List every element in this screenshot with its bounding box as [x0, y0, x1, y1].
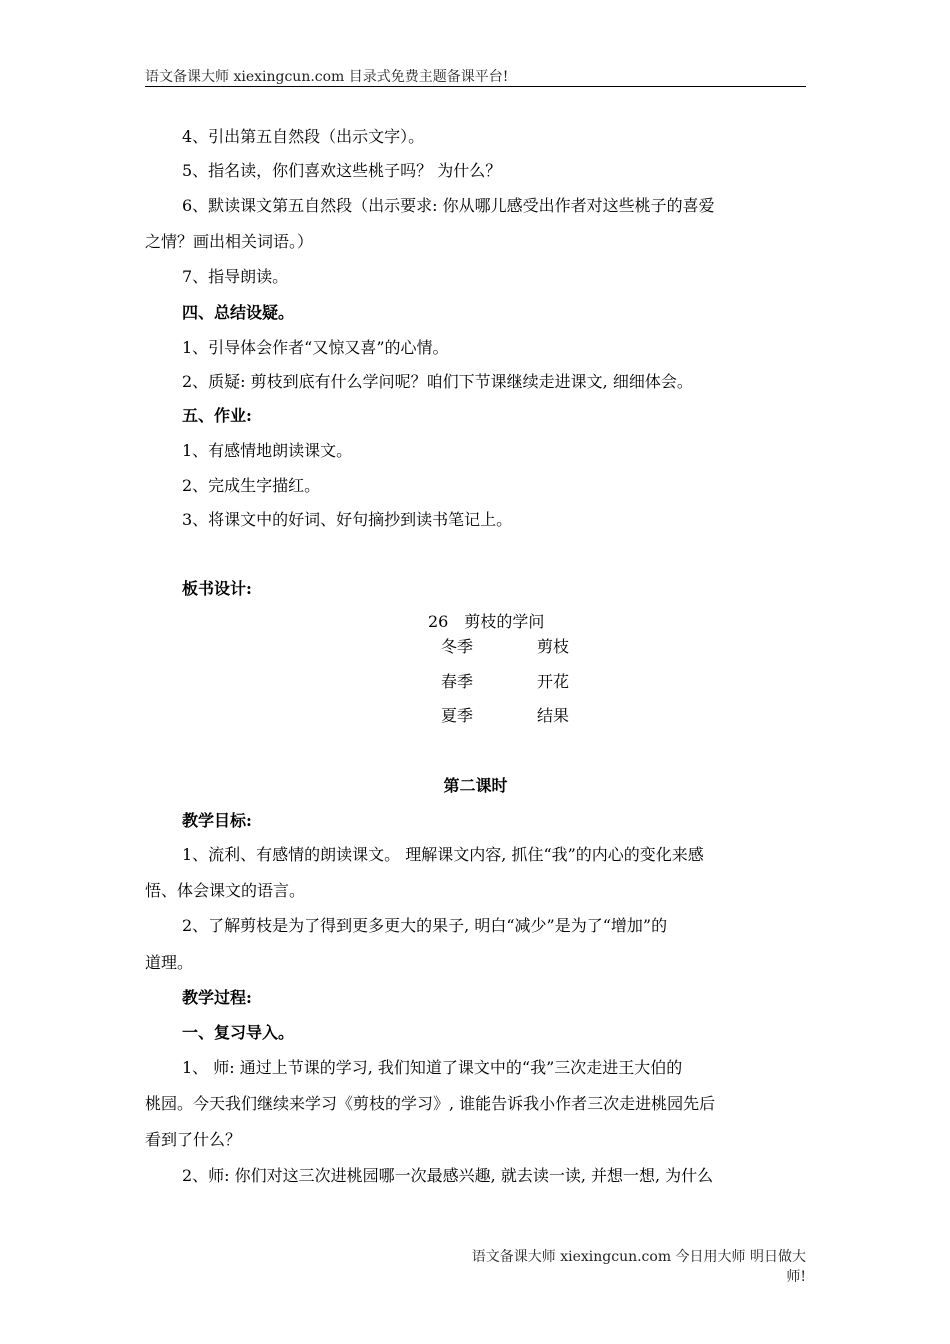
board-right-1: 剪枝 — [537, 637, 570, 656]
board-right-2: 开花 — [537, 672, 570, 691]
board-left-3: 夏季 — [441, 706, 474, 725]
homework-item-1: 1、有感情地朗读课文。 — [182, 441, 353, 460]
page-header: 语文备课大师 xiexingcun.com 目录式免费主题备课平台! — [145, 66, 806, 87]
goals-heading: 教学目标: — [182, 811, 252, 830]
summary-item-2: 2、质疑: 剪枝到底有什么学问呢？咱们下节课继续走进课文, 细细体会。 — [182, 372, 693, 391]
section-heading-5: 五、作业: — [182, 406, 252, 425]
board-design-heading: 板书设计: — [182, 579, 252, 598]
board-left-1: 冬季 — [441, 637, 474, 656]
homework-item-3: 3、将课文中的好词、好句摘抄到读书笔记上。 — [182, 510, 513, 529]
step-5: 5、指名读，你们喜欢这些桃子吗？ 为什么？ — [182, 161, 502, 180]
summary-item-1: 1、引导体会作者“又惊又喜”的心情。 — [182, 338, 449, 357]
process-item-1: 1、 师: 通过上节课的学习, 我们知道了课文中的“我”三次走进王大伯的 — [182, 1058, 683, 1077]
homework-item-2: 2、完成生字描红。 — [182, 476, 321, 495]
process-item-1-cont: 桃园。今天我们继续来学习《剪枝的学习》, 谁能告诉我小作者三次走进桃园先后 — [145, 1094, 716, 1113]
process-heading: 教学过程: — [182, 988, 252, 1007]
step-7: 7、指导朗读。 — [182, 267, 289, 286]
board-left-2: 春季 — [441, 672, 474, 691]
process-item-1-cont2: 看到了什么？ — [145, 1130, 242, 1149]
section-heading-1: 一、复习导入。 — [182, 1023, 295, 1042]
step-4: 4、引出第五自然段（出示文字）。 — [182, 127, 425, 146]
goal-1: 1、流利、有感情的朗读课文。 理解课文内容, 抓住“我”的内心的变化来感 — [182, 845, 704, 864]
page-footer: 语文备课大师 xiexingcun.com 今日用大师 明日做大师! — [471, 1249, 806, 1285]
lesson-2-title: 第二课时 — [443, 776, 508, 795]
board-right-3: 结果 — [537, 706, 570, 725]
goal-1-cont: 悟、体会课文的语言。 — [145, 881, 306, 900]
goal-2-cont: 道理。 — [145, 953, 194, 972]
board-title: 26 剪枝的学问 — [428, 612, 545, 631]
step-6: 6、默读课文第五自然段（出示要求: 你从哪儿感受出作者对这些桃子的喜爱 — [182, 196, 715, 215]
section-heading-4: 四、总结设疑。 — [182, 303, 295, 322]
goal-2: 2、了解剪枝是为了得到更多更大的果子, 明白“减少”是为了“增加”的 — [182, 916, 668, 935]
step-6-cont: 之情？画出相关词语。） — [145, 232, 314, 251]
process-item-2: 2、师: 你们对这三次进桃园哪一次最感兴趣, 就去读一读, 并想一想, 为什么 — [182, 1166, 714, 1185]
